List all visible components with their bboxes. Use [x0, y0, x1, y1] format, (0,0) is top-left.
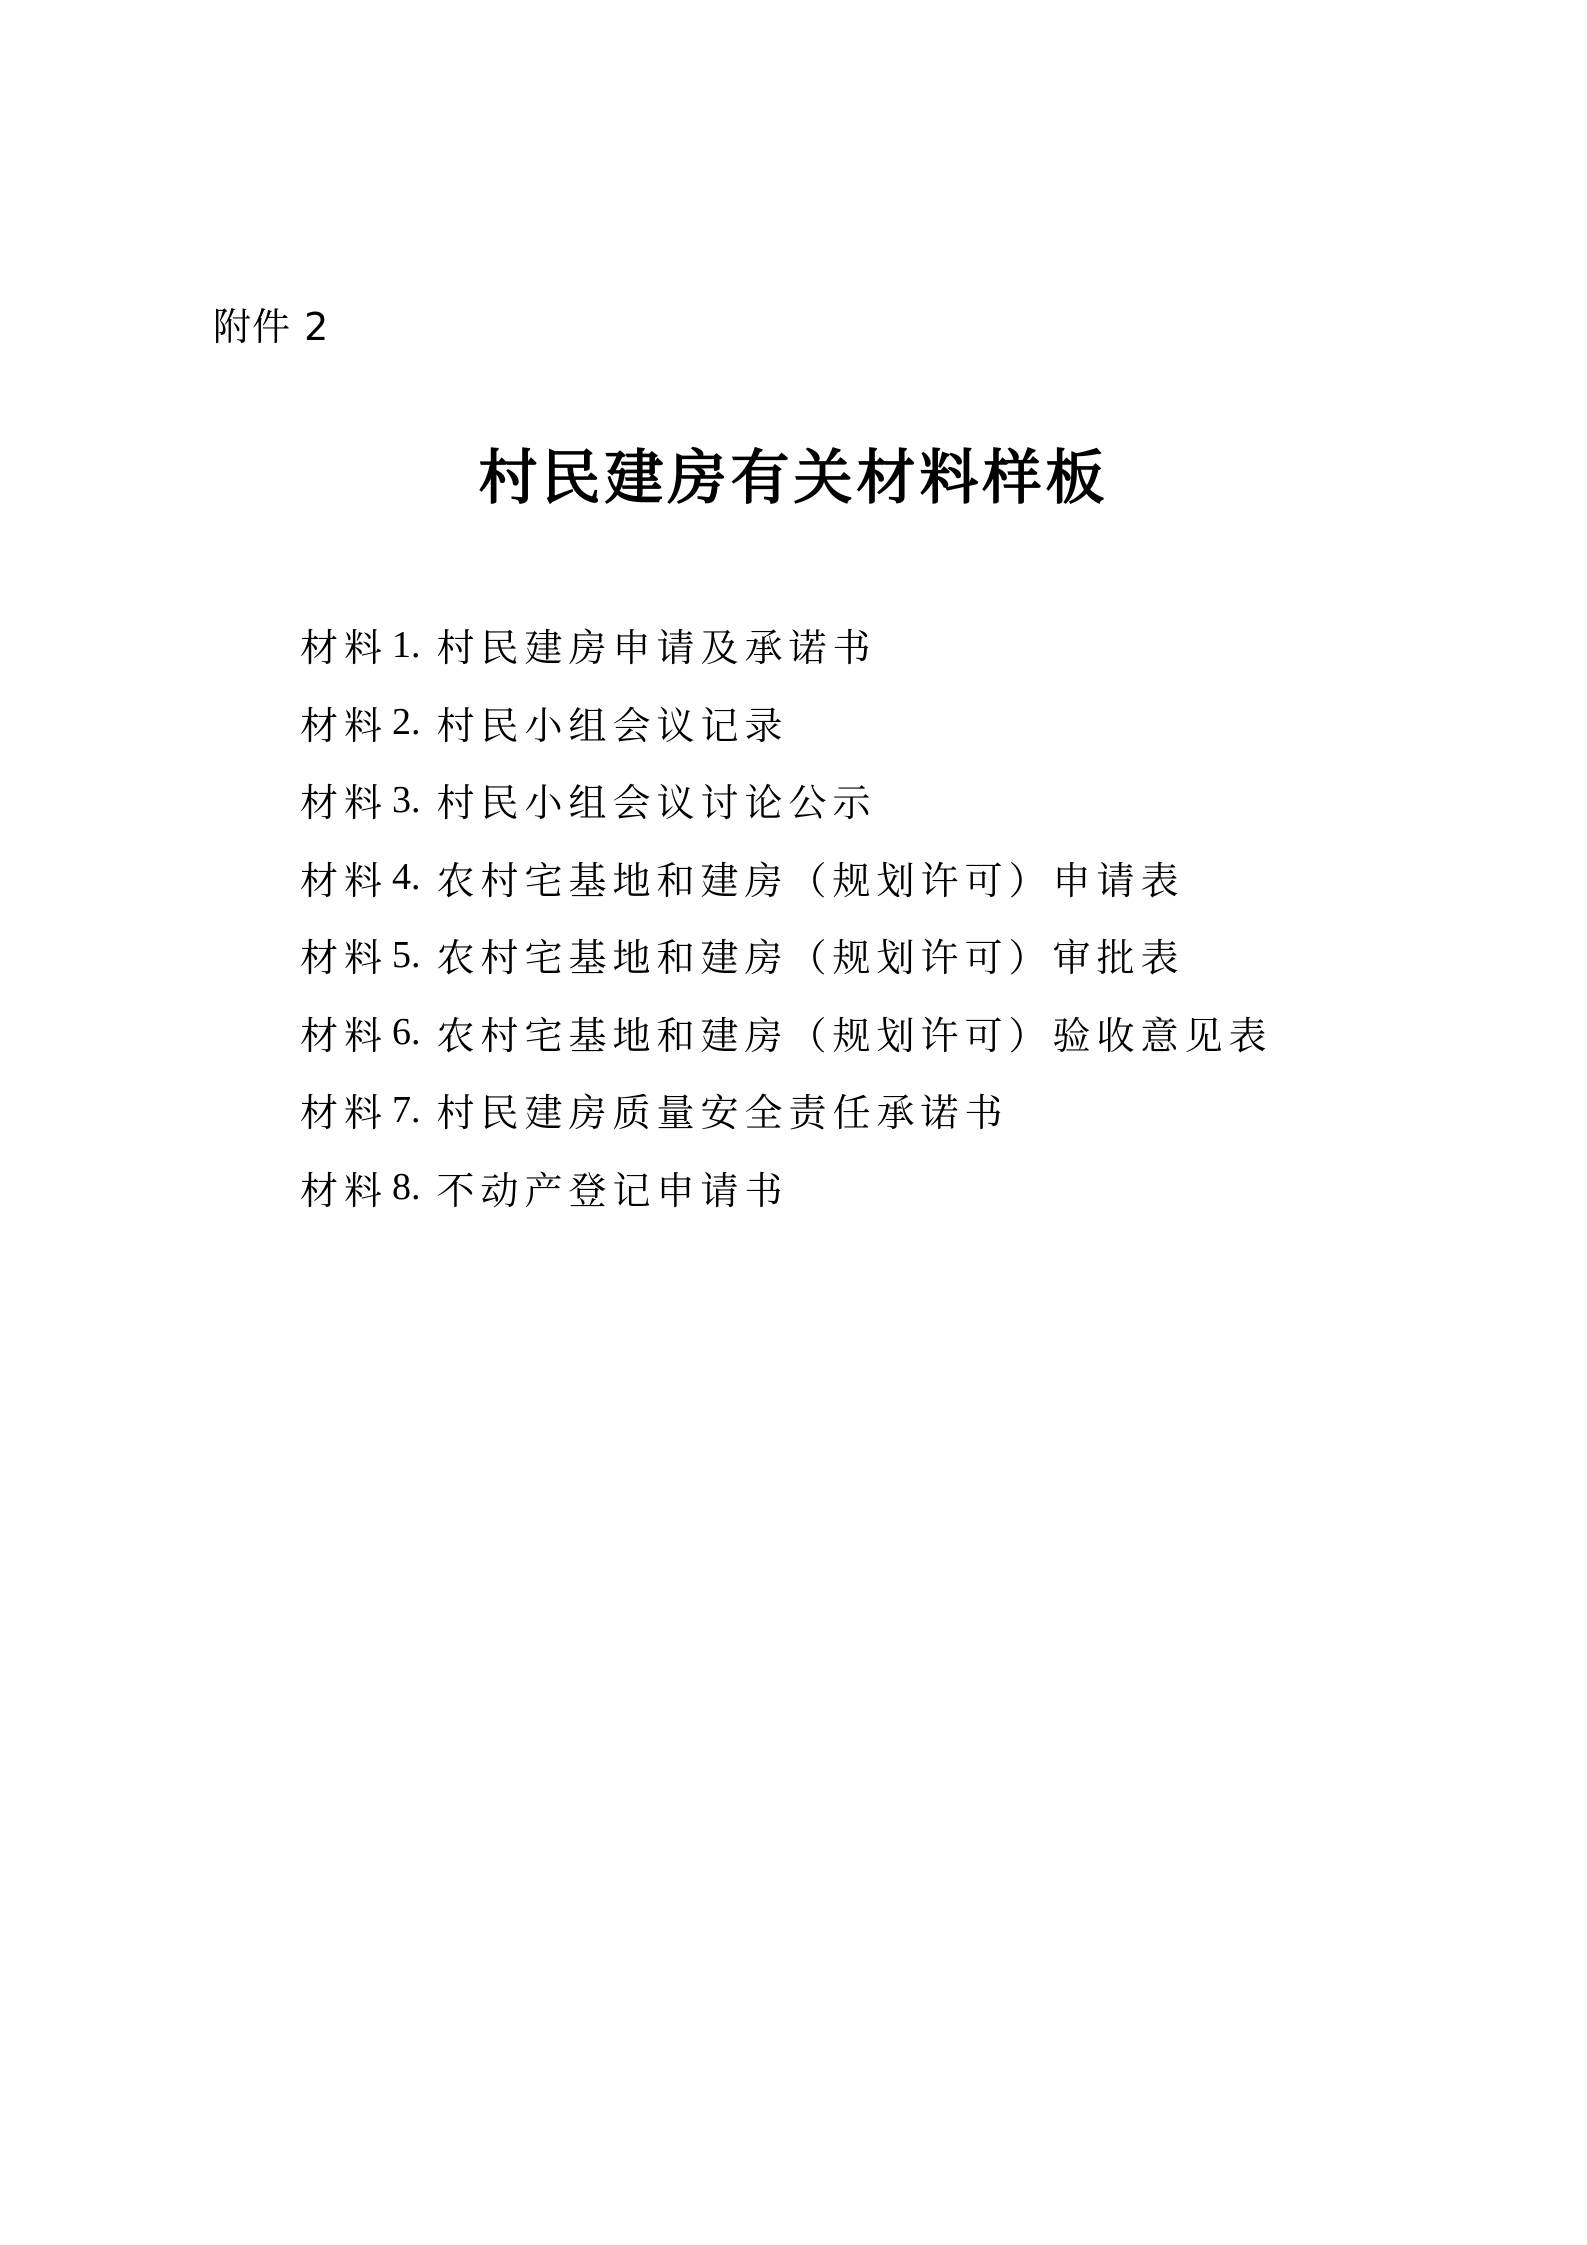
material-prefix: 材料 — [300, 626, 389, 671]
material-number: 5. — [392, 933, 421, 976]
material-name: 村民小组会议讨论公示 — [436, 781, 877, 826]
material-prefix: 材料 — [300, 936, 389, 981]
material-number: 7. — [392, 1088, 421, 1131]
list-item — [300, 684, 1273, 762]
material-name: 农村宅基地和建房（规划许可）申请表 — [436, 858, 1185, 903]
material-number: 8. — [392, 1166, 421, 1209]
list-item — [300, 839, 1273, 917]
list-item — [300, 994, 1273, 1072]
material-prefix: 材料 — [300, 703, 389, 748]
material-name: 农村宅基地和建房（规划许可）审批表 — [436, 936, 1185, 981]
material-prefix: 材料 — [300, 1091, 389, 1136]
material-name: 村民小组会议记录 — [436, 703, 789, 748]
material-name: 村民建房质量安全责任承诺书 — [436, 1091, 1009, 1136]
material-number: 4. — [392, 856, 421, 899]
list-item — [300, 1149, 1273, 1227]
material-number: 1. — [392, 623, 421, 666]
material-number: 3. — [392, 778, 421, 821]
materials-list — [300, 606, 1273, 1226]
material-number: 6. — [392, 1011, 421, 1054]
attachment-label: 附件 2 — [213, 305, 330, 349]
material-prefix: 材料 — [300, 1013, 389, 1058]
material-name: 不动产登记申请书 — [436, 1168, 789, 1213]
material-number: 2. — [392, 701, 421, 744]
list-item — [300, 916, 1273, 994]
material-prefix: 材料 — [300, 1168, 389, 1213]
material-name: 农村宅基地和建房（规划许可）验收意见表 — [436, 1013, 1273, 1058]
material-prefix: 材料 — [300, 858, 389, 903]
list-item — [300, 606, 1273, 684]
page-title: 村民建房有关材料样板 — [478, 443, 1109, 512]
list-item — [300, 761, 1273, 839]
material-prefix: 材料 — [300, 781, 389, 826]
material-name: 村民建房申请及承诺书 — [436, 626, 877, 671]
list-item — [300, 1071, 1273, 1149]
